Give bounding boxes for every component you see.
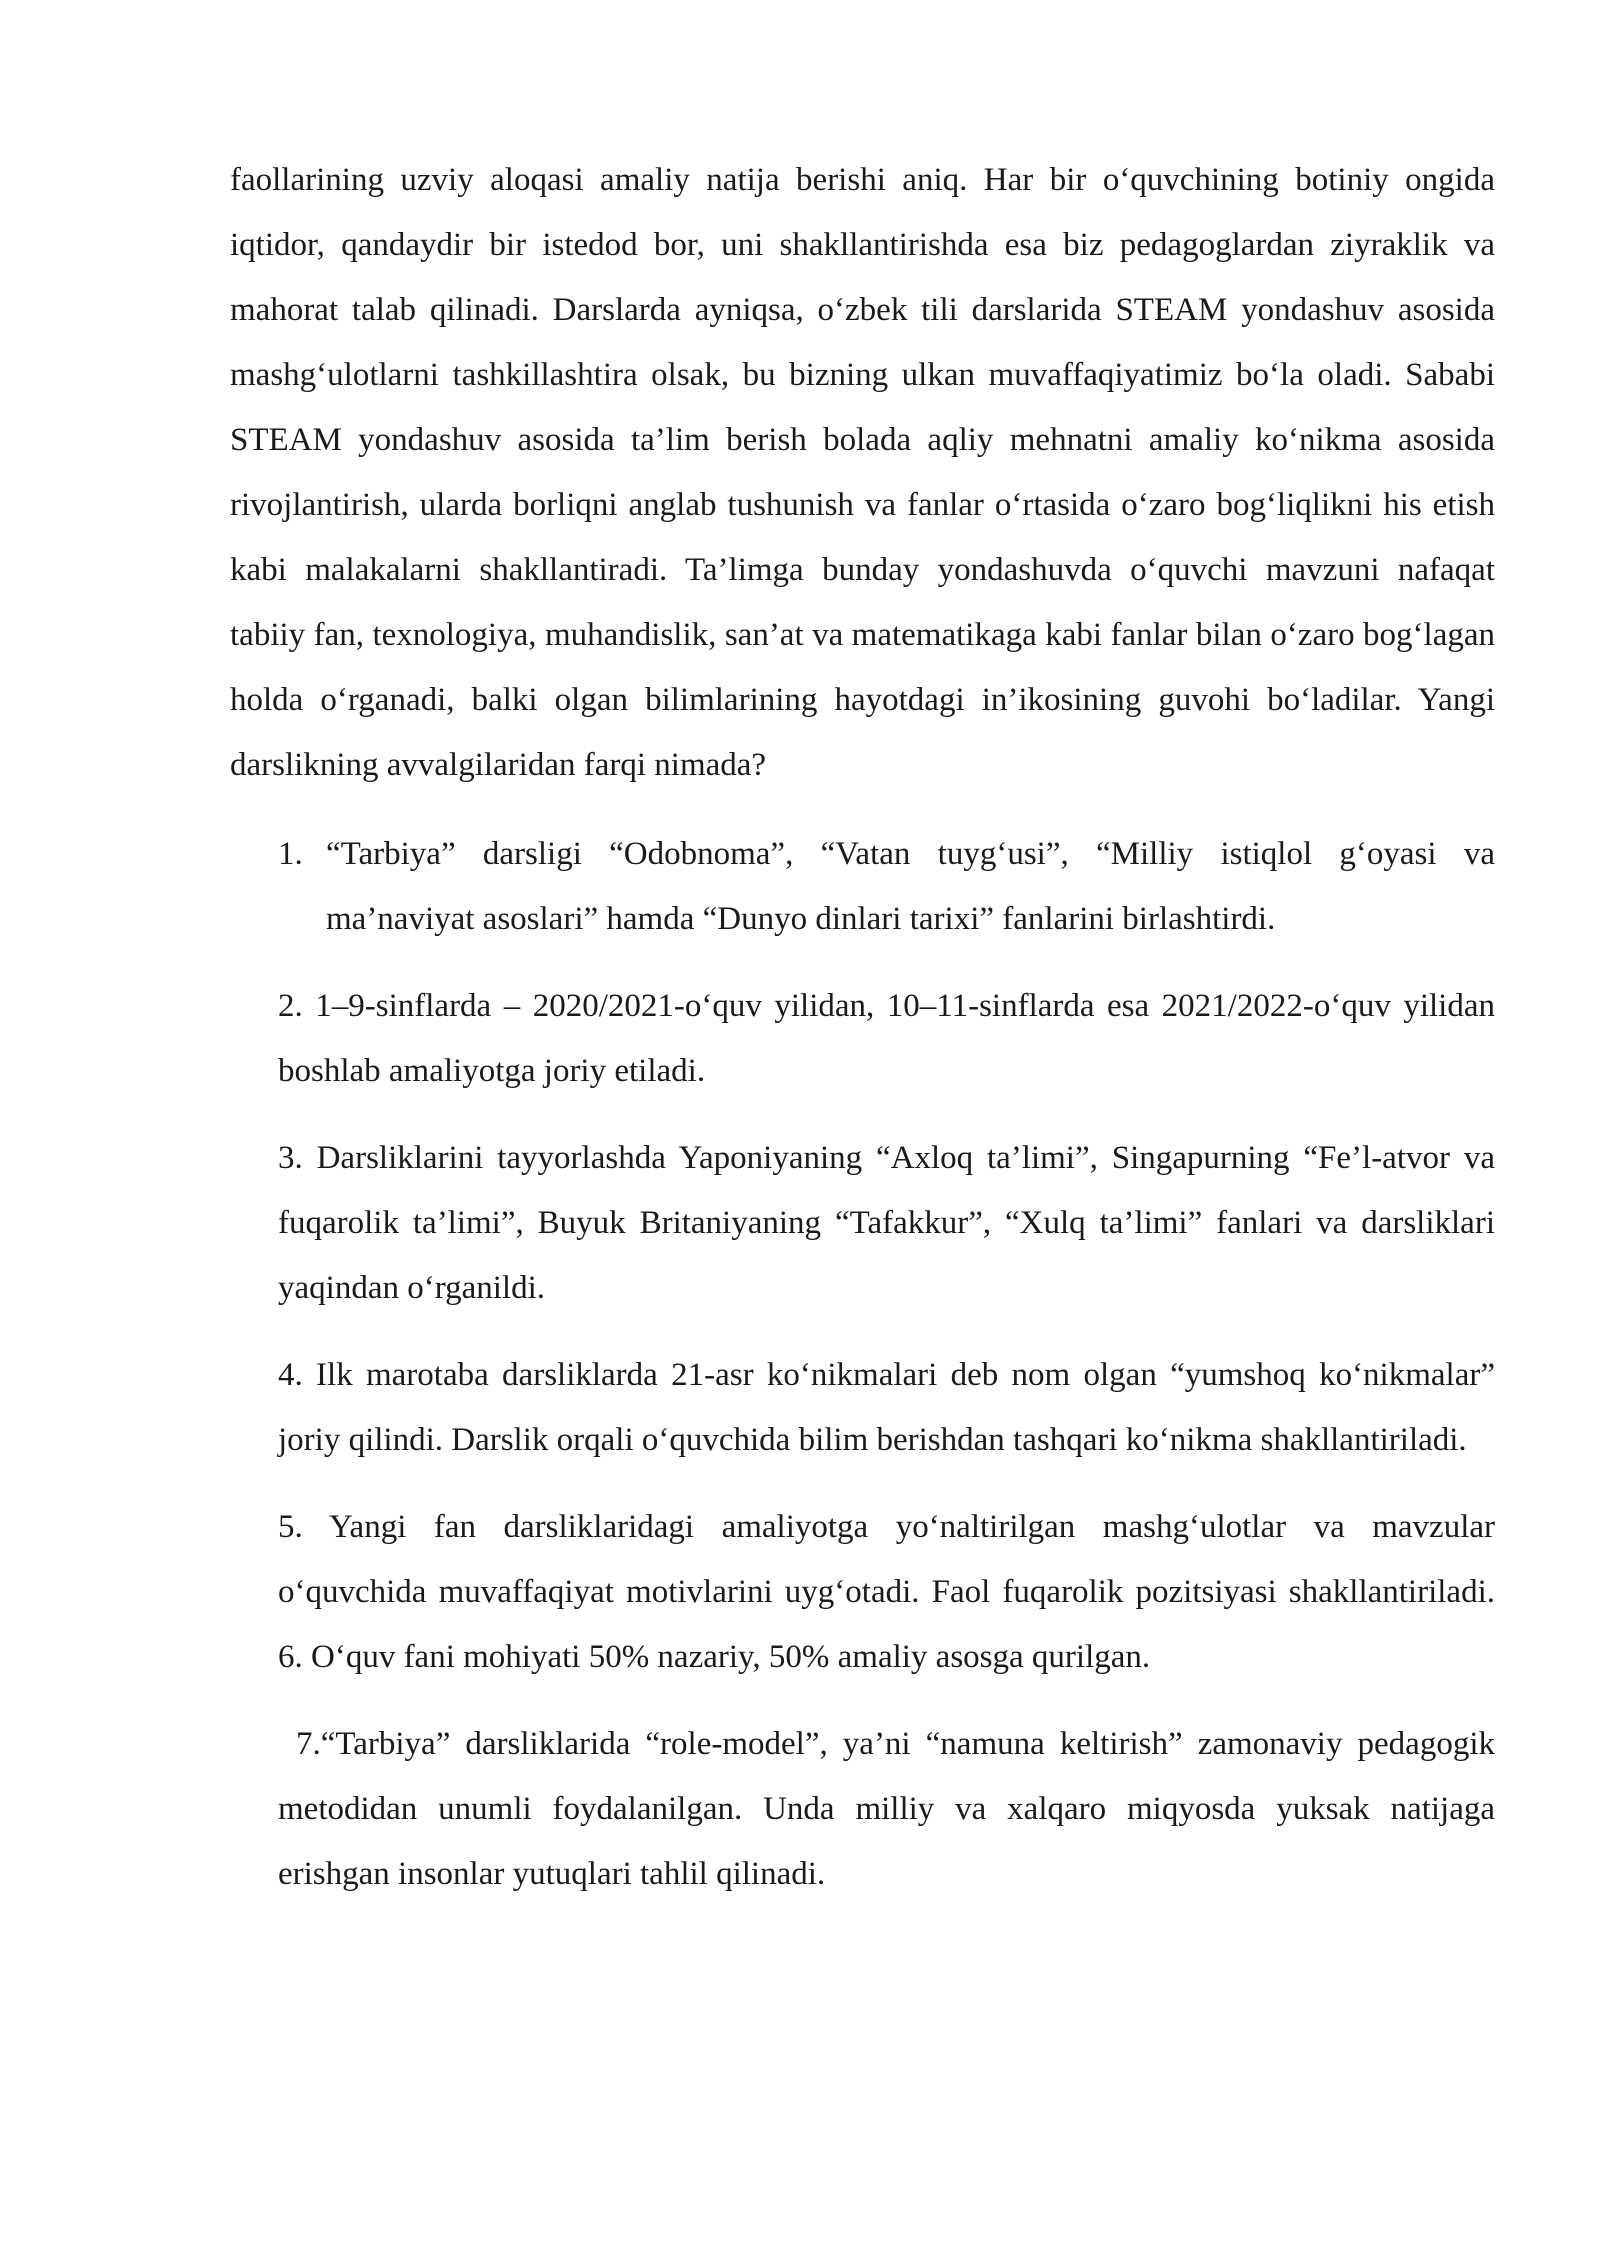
intro-paragraph: faollarining uzviy aloqasi amaliy natija berishi aniq. Har bir o‘quvchining botiniy ongida iqtidor, qandaydir bir istedod bor, uni shakllantirishda esa biz pedagoglardan ziyraklik va mahorat talab qilinadi. Darslarda ayniqsa, o‘zbek tili darslarida STEAM yondashuv asosida mashg‘ulotlarni tashkillashtira olsak, bu bizning ulkan muvaffaqiyatimiz bo‘la oladi. Sababi STEAM yondashuv asosida ta’lim berish bolada aqliy mehnatni amaliy ko‘nikma asosida rivojlantirish, ularda borliqni anglab tushunish va fanlar o‘rtasida o‘zaro bog‘liqlikni his etish kabi malakalarni shakllantiradi. Ta’limga bunday yondashuvda o‘quvchi mavzuni nafaqat tabiiy fan, texnologiya, muhandislik, san’at va matematikaga kabi fanlar bilan o‘zaro bog‘lagan holda o‘rganadi, balki olgan bilimlarining hayotdagi in’ikosining guvohi bo‘ladilar. Yangi darslikning avvalgilaridan farqi nimada? [230, 162, 1495, 783]
list-item-text: “Tarbiya” darsligi “Odobnoma”, “Vatan tuyg‘usi”, “Milliy istiqlol g‘oyasi va ma’naviyat asoslari” hamda “Dunyo dinlari tarixi” fanlarini birlashtirdi. [326, 836, 1495, 937]
list-item-3: 3. Darsliklarini tayyorlashda Yaponiyaning “Axloq ta’limi”, Singapurning “Fe’l-atvor va fuqarolik ta’limi”, Buyuk Britaniyaning “Tafakkur”, “Xulq ta’limi” fanlari va darsliklari yaqindan o‘rganildi. [278, 1140, 1495, 1306]
document-page [230, 148, 1495, 1929]
list-item-number: 1. [278, 836, 303, 872]
list-item-7: 7.“Tarbiya” darsliklarida “role-model”, ya’ni “namuna keltirish” zamonaviy pedagogik metodidan unumli foydalanilgan. Unda milliy va xalqaro miqyosda yuksak natijaga erishgan insonlar yutuqlari tahlil qilinadi. [278, 1726, 1495, 1892]
list-item-4: 4. Ilk marotaba darsliklarda 21-asr ko‘nikmalari deb nom olgan “yumshoq ko‘nikmalar” joriy qilindi. Darslik orqali o‘quvchida bilim berishdan tashqari ko‘nikma shakllantiriladi. [278, 1357, 1495, 1458]
list-item-2: 2. 1–9-sinflarda – 2020/2021-o‘quv yilidan, 10–11-sinflarda esa 2021/2022-o‘quv yilidan boshlab amaliyotga joriy etiladi. [278, 988, 1495, 1089]
numbered-list [230, 822, 1495, 1907]
list-item-5: 5. Yangi fan darsliklaridagi amaliyotga yo‘naltirilgan mashg‘ulotlar va mavzular o‘quvchida muvaffaqiyat motivlarini uyg‘otadi. Faol fuqarolik pozitsiyasi shakllantiriladi. 6. O‘quv fani mohiyati 50% nazariy, 50% amaliy asosga qurilgan. [278, 1509, 1495, 1675]
list-item-1 [278, 822, 1495, 952]
